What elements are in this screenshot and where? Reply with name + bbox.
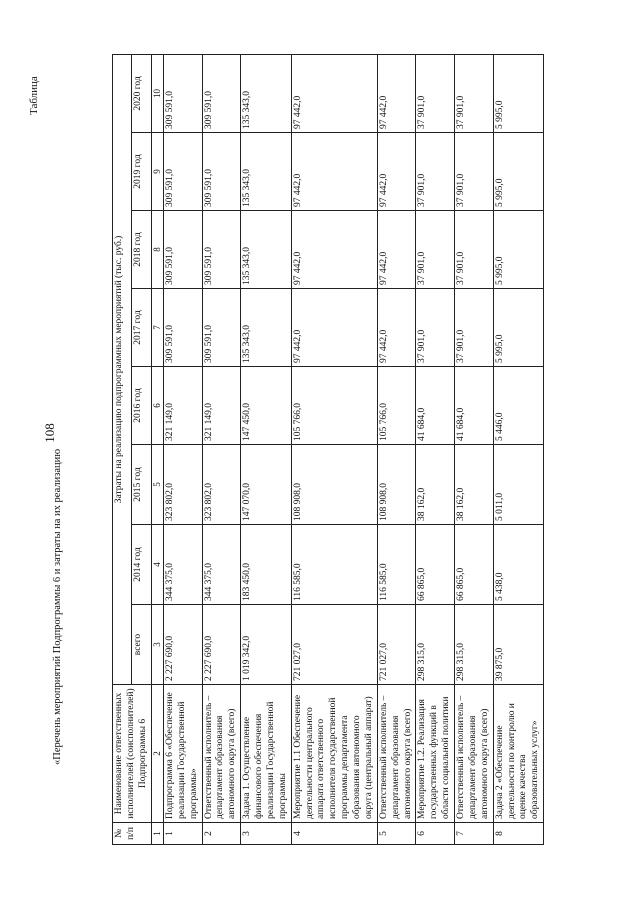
table-row bbox=[416, 54, 455, 844]
table-row bbox=[493, 54, 544, 844]
header-name: Наименование ответственных исполнителей (соисполнителей) Подпрограммы 6 bbox=[113, 685, 152, 823]
row-name: Задача 2 «Обеспечение деятельности по контролю и оценке качества образовательных услуг» bbox=[493, 685, 544, 823]
row-value: 721 027,0 bbox=[291, 605, 377, 685]
row-value: 309 591,0 bbox=[163, 54, 202, 132]
row-value: 5 446,0 bbox=[493, 367, 544, 445]
row-value: 298 315,0 bbox=[416, 605, 455, 685]
row-value: 344 375,0 bbox=[202, 525, 241, 605]
row-value: 105 766,0 bbox=[291, 367, 377, 445]
row-value: 37 901,0 bbox=[455, 289, 494, 367]
row-value: 321 149,0 bbox=[163, 367, 202, 445]
table-caption: «Перечень мероприятий Подпрограммы 6 и затраты на их реализацию bbox=[52, 448, 63, 765]
row-name: Подпрограмма 6 «Обеспечение реализации Государственной программы» bbox=[163, 685, 202, 823]
row-value: 5 995,0 bbox=[493, 54, 544, 132]
row-value: 97 442,0 bbox=[377, 54, 416, 132]
column-number: 2 bbox=[151, 685, 163, 823]
row-value: 309 591,0 bbox=[202, 289, 241, 367]
row-value: 309 591,0 bbox=[163, 289, 202, 367]
row-value: 41 684,0 bbox=[455, 367, 494, 445]
column-number: 9 bbox=[151, 133, 163, 211]
row-value: 5 995,0 bbox=[493, 211, 544, 289]
header-year: 2014 год bbox=[132, 525, 151, 605]
row-value: 37 901,0 bbox=[455, 133, 494, 211]
row-value: 97 442,0 bbox=[377, 211, 416, 289]
table-row bbox=[291, 54, 377, 844]
header-year: 2020 год bbox=[132, 54, 151, 132]
row-number: 8 bbox=[493, 823, 544, 845]
column-number: 8 bbox=[151, 211, 163, 289]
row-number: 5 bbox=[377, 823, 416, 845]
header-no: № п/п bbox=[113, 823, 152, 845]
row-value: 66 865,0 bbox=[416, 525, 455, 605]
row-value: 38 162,0 bbox=[416, 445, 455, 525]
row-value: 5 438,0 bbox=[493, 525, 544, 605]
table-row bbox=[455, 54, 494, 844]
row-value: 135 343,0 bbox=[241, 133, 292, 211]
row-value: 5 995,0 bbox=[493, 133, 544, 211]
table-row bbox=[377, 54, 416, 844]
header-year: 2018 год bbox=[132, 211, 151, 289]
column-number: 5 bbox=[151, 445, 163, 525]
row-value: 66 865,0 bbox=[455, 525, 494, 605]
row-value: 309 591,0 bbox=[163, 211, 202, 289]
header-year: 2019 год bbox=[132, 133, 151, 211]
row-value: 37 901,0 bbox=[416, 211, 455, 289]
row-value: 108 908,0 bbox=[291, 445, 377, 525]
column-number: 6 bbox=[151, 367, 163, 445]
row-value: 97 442,0 bbox=[291, 54, 377, 132]
row-value: 298 315,0 bbox=[455, 605, 494, 685]
table-row bbox=[163, 54, 202, 844]
row-value: 97 442,0 bbox=[291, 133, 377, 211]
row-value: 2 227 690,0 bbox=[202, 605, 241, 685]
row-name: Мероприятие 1.2. Реализация государственных функций в области социальной политики bbox=[416, 685, 455, 823]
row-number: 1 bbox=[163, 823, 202, 845]
header-total: всего bbox=[132, 605, 151, 685]
row-number: 6 bbox=[416, 823, 455, 845]
row-value: 97 442,0 bbox=[377, 289, 416, 367]
row-value: 97 442,0 bbox=[291, 211, 377, 289]
row-value: 135 343,0 bbox=[241, 54, 292, 132]
table-label: Таблица bbox=[28, 76, 40, 115]
row-value: 323 802,0 bbox=[163, 445, 202, 525]
row-value: 321 149,0 bbox=[202, 367, 241, 445]
row-value: 97 442,0 bbox=[291, 289, 377, 367]
row-value: 37 901,0 bbox=[416, 133, 455, 211]
row-value: 147 450,0 bbox=[241, 367, 292, 445]
table-body bbox=[163, 54, 543, 844]
row-value: 147 070,0 bbox=[241, 445, 292, 525]
row-number: 4 bbox=[291, 823, 377, 845]
row-value: 37 901,0 bbox=[416, 54, 455, 132]
row-value: 116 585,0 bbox=[377, 525, 416, 605]
column-number: 3 bbox=[151, 605, 163, 685]
row-value: 721 027,0 bbox=[377, 605, 416, 685]
row-value: 1 019 342,0 bbox=[241, 605, 292, 685]
column-number: 4 bbox=[151, 525, 163, 605]
expenditure-table bbox=[112, 54, 544, 845]
row-value: 39 875,0 bbox=[493, 605, 544, 685]
row-name: Мероприятие 1.1 Обеспечение деятельности центрального аппарата ответственного исполнителя государственной программы департамента образования автономного округа (центральный аппарат) bbox=[291, 685, 377, 823]
row-value: 309 591,0 bbox=[202, 133, 241, 211]
header-year: 2015 год bbox=[132, 445, 151, 525]
column-number: 10 bbox=[151, 54, 163, 132]
row-number: 7 bbox=[455, 823, 494, 845]
row-value: 105 766,0 bbox=[377, 367, 416, 445]
row-value: 5 011,0 bbox=[493, 445, 544, 525]
row-value: 37 901,0 bbox=[416, 289, 455, 367]
row-value: 37 901,0 bbox=[455, 54, 494, 132]
row-value: 108 908,0 bbox=[377, 445, 416, 525]
column-number: 1 bbox=[151, 823, 163, 845]
row-value: 41 684,0 bbox=[416, 367, 455, 445]
header-year: 2017 год bbox=[132, 289, 151, 367]
row-name: Ответственный исполнитель – департамент образования автономного округа (всего) bbox=[377, 685, 416, 823]
row-value: 309 591,0 bbox=[202, 211, 241, 289]
table-row bbox=[241, 54, 292, 844]
row-value: 116 585,0 bbox=[291, 525, 377, 605]
header-costs-group: Затраты на реализацию подпрограммных мероприятий (тыс. руб.) bbox=[113, 54, 132, 684]
row-value: 323 802,0 bbox=[202, 445, 241, 525]
column-number: 7 bbox=[151, 289, 163, 367]
column-number-row bbox=[151, 54, 163, 844]
row-value: 344 375,0 bbox=[163, 525, 202, 605]
row-value: 2 227 690,0 bbox=[163, 605, 202, 685]
page-number: 108 bbox=[41, 423, 57, 443]
header-year: 2016 год bbox=[132, 367, 151, 445]
row-value: 38 162,0 bbox=[455, 445, 494, 525]
row-value: 97 442,0 bbox=[377, 133, 416, 211]
row-value: 135 343,0 bbox=[241, 211, 292, 289]
row-value: 37 901,0 bbox=[455, 211, 494, 289]
row-value: 309 591,0 bbox=[163, 133, 202, 211]
row-value: 5 995,0 bbox=[493, 289, 544, 367]
row-value: 135 343,0 bbox=[241, 289, 292, 367]
row-number: 3 bbox=[241, 823, 292, 845]
table-row bbox=[202, 54, 241, 844]
row-value: 309 591,0 bbox=[202, 54, 241, 132]
row-name: Задача 1. Осуществление финансового обеспечения реализации Государственной программы bbox=[241, 685, 292, 823]
row-value: 183 450,0 bbox=[241, 525, 292, 605]
row-name: Ответственный исполнитель – департамент образования автономного округа (всего) bbox=[202, 685, 241, 823]
row-name: Ответственный исполнитель – департамент образования автономного округа (всего) bbox=[455, 685, 494, 823]
row-number: 2 bbox=[202, 823, 241, 845]
